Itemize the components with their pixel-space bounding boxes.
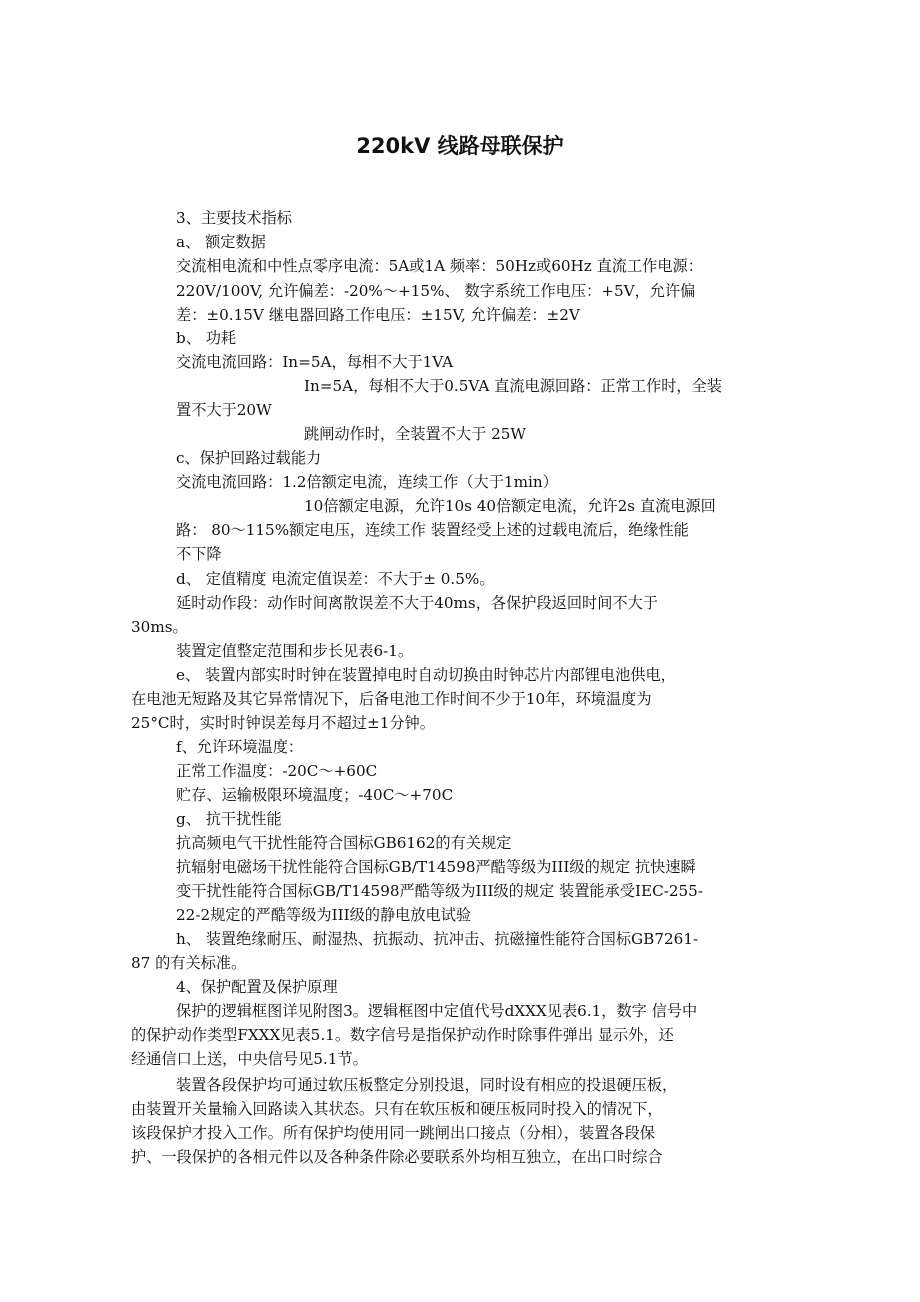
- text-line-29: 变干扰性能符合国标GB/T14598严酷等级为III级的规定 装置能承受IEC-255-: [176, 882, 703, 900]
- text-line-1: 3、主要技术指标: [176, 209, 292, 227]
- text-line-8: In=5A，每相不大于0.5VA 直流电源回路：正常工作时，全装: [304, 377, 722, 395]
- document-title: 220kV 线路母联保护: [356, 134, 564, 158]
- text-line-25: 贮存、运输极限环境温度；-40C〜+70C: [176, 786, 454, 804]
- text-line-32: 87 的有关标准。: [131, 954, 247, 972]
- text-line-14: 路： 80〜115%额定电压，连续工作 装置经受上述的过载电流后，绝缘性能: [176, 521, 689, 539]
- text-line-12: 交流电流回路：1.2倍额定电流，连续工作（大于1min）: [176, 473, 558, 491]
- text-line-7: 交流电流回路：In=5A，每相不大于1VA: [176, 353, 454, 371]
- text-line-17: 延时动作段：动作时间离散误差不大于40ms，各保护段返回时间不大于: [176, 594, 658, 612]
- text-line-5: 差：±0.15V 继电器回路工作电压：±15V, 允许偏差：±2V: [176, 306, 580, 324]
- text-line-11: c、保护回路过载能力: [176, 449, 322, 467]
- text-line-23: f、允许环境温度：: [176, 738, 304, 756]
- text-line-4: 220V/100V, 允许偏差：-20%〜+15%、 数字系统工作电压：+5V，允许偏: [176, 282, 696, 300]
- text-line-24: 正常工作温度：-20C〜+60C: [176, 762, 378, 780]
- text-line-30: 22-2规定的严酷等级为III级的静电放电试验: [176, 906, 472, 924]
- text-line-31: h、 装置绝缘耐压、耐湿热、抗振动、抗冲击、抗磁撞性能符合国标GB7261-: [176, 930, 699, 948]
- text-line-27: 抗高频电气干扰性能符合国标GB6162的有关规定: [176, 834, 512, 852]
- text-line-19: 装置定值整定范围和步长见表6-1。: [176, 642, 414, 660]
- text-line-34: 保护的逻辑框图详见附图3。逻辑框图中定值代号dXXX见表6.1，数字 信号中: [176, 1002, 698, 1020]
- text-line-33: 4、保护配置及保护原理: [176, 978, 338, 996]
- text-line-10: 跳闸动作时，全装置不大于 25W: [304, 425, 527, 443]
- text-line-20: e、 装置内部实时时钟在装置掉电时自动切换由时钟芯片内部锂电池供电，: [176, 666, 676, 684]
- text-line-16: d、 定值精度 电流定值误差：不大于± 0.5%。: [176, 570, 495, 588]
- text-line-9: 置不大于20W: [176, 401, 272, 419]
- text-line-35: 的保护动作类型FXXX见表5.1。数字信号是指保护动作时除事件弹出 显示外，还: [131, 1026, 674, 1044]
- text-line-26: g、 抗干扰性能: [176, 810, 282, 828]
- text-line-18: 30ms。: [131, 618, 188, 636]
- text-line-28: 抗辐射电磁场干扰性能符合国标GB/T14598严酷等级为III级的规定 抗快速瞬: [176, 858, 696, 876]
- text-line-40: 护、一段保护的各相元件以及各种条件除必要联系外均相互独立，在出口时综合: [131, 1148, 663, 1166]
- text-line-37: 装置各段保护均可通过软压板整定分别投退，同时设有相应的投退硬压板，: [176, 1076, 678, 1094]
- text-line-39: 该段保护才投入工作。所有保护均使用同一跳闸出口接点（分相），装置各段保: [131, 1124, 655, 1142]
- text-line-6: b、 功耗: [176, 329, 237, 347]
- text-line-15: 不下降: [176, 545, 222, 563]
- text-line-22: 25°C时，实时时钟误差每月不超过±1分钟。: [131, 714, 435, 732]
- text-line-3: 交流相电流和中性点零序电流：5A或1A 频率：50Hz或60Hz 直流工作电源：: [176, 257, 703, 275]
- text-line-36: 经通信口上送，中央信号见5.1节。: [131, 1050, 368, 1068]
- text-line-13: 10倍额定电源，允许10s 40倍额定电流，允许2s 直流电源回: [304, 497, 716, 515]
- text-line-21: 在电池无短路及其它异常情况下，后备电池工作时间不少于10年，环境温度为: [131, 690, 652, 708]
- text-line-2: a、 额定数据: [176, 233, 266, 251]
- text-line-38: 由装置开关量输入回路读入其状态。只有在软压板和硬压板同时投入的情况下，: [131, 1100, 663, 1118]
